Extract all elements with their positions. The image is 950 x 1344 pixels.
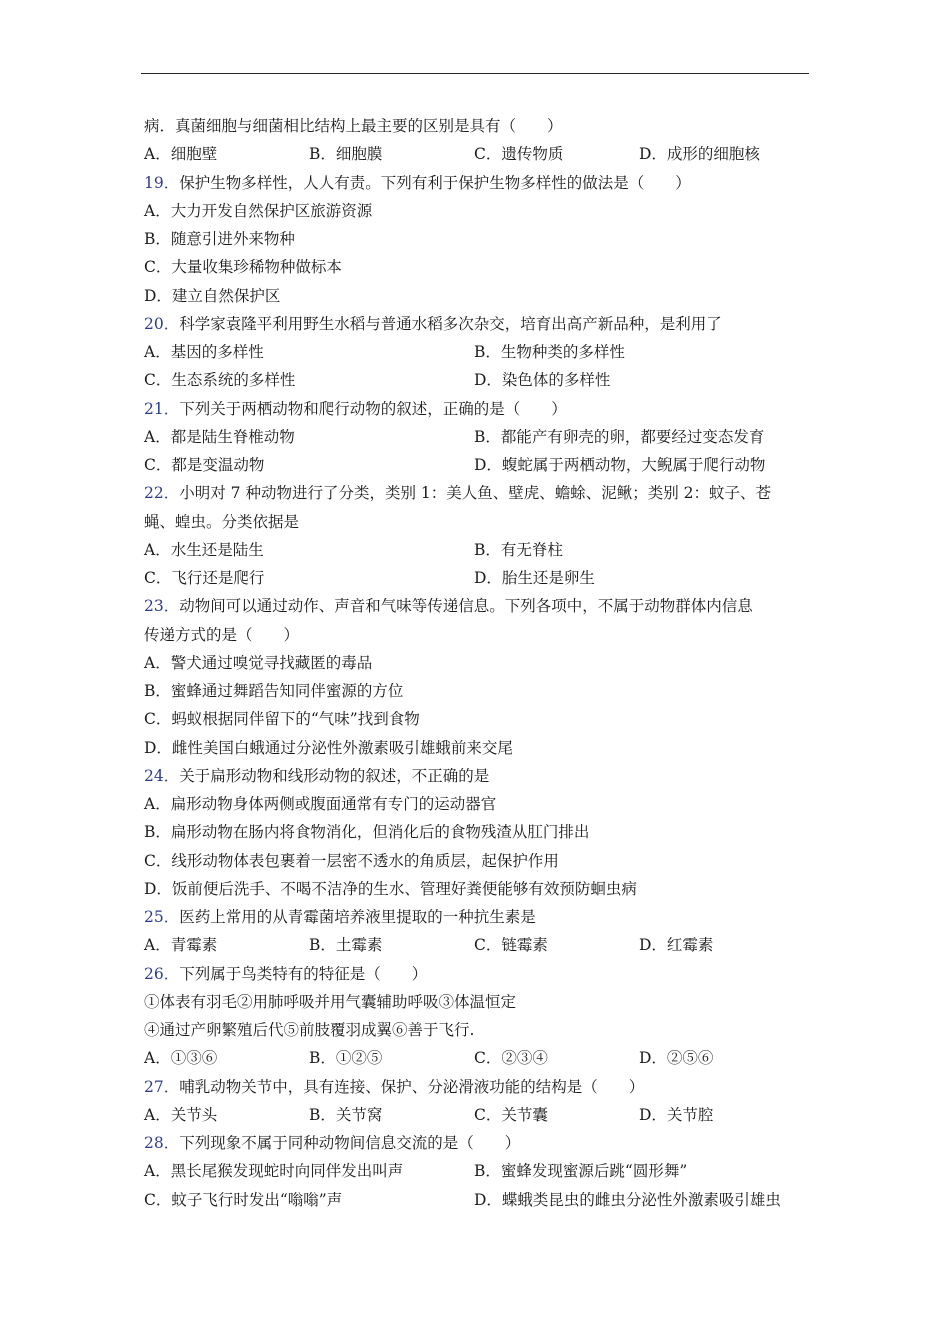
option-c: C．都是变温动物 (144, 456, 265, 474)
options-row (144, 1157, 808, 1185)
option-a: A．大力开发自然保护区旅游资源 (144, 201, 373, 220)
options-row (144, 451, 808, 479)
options-row (144, 705, 808, 733)
question-text: ④通过产卵繁殖后代⑤前肢覆羽成翼⑥善于飞行. (144, 1021, 475, 1039)
question-text: 关于扁形动物和线形动物的叙述，不正确的是 (179, 766, 490, 785)
options-row (144, 1044, 808, 1072)
question-stem (144, 960, 808, 988)
question-number: 26． (144, 964, 180, 983)
options-row (144, 253, 808, 281)
question-6 (144, 592, 808, 762)
option-d: D．染色体的多样性 (474, 371, 611, 390)
option-a: A．黑长尾猴发现蛇时向同伴发出叫声 (144, 1162, 404, 1181)
option-b: B．蜜蜂通过舞蹈告知同伴蜜源的方位 (144, 682, 404, 700)
question-7 (144, 762, 808, 903)
options-row (144, 140, 808, 168)
option-a: A．扁形动物身体两侧或腹面通常有专门的运动器官 (144, 795, 497, 813)
question-9 (144, 960, 808, 1073)
option-a: A．①③⑥ (144, 1049, 218, 1068)
options-row (144, 282, 808, 310)
options-row (144, 734, 808, 762)
question-stem (144, 479, 808, 507)
question-text: 病．真菌细胞与细菌相比结构上最主要的区别是具有（ ） (144, 117, 563, 135)
option-b: B．扁形动物在肠内将食物消化，但消化后的食物残渣从肛门排出 (144, 823, 590, 842)
question-stem-continued (144, 1016, 808, 1044)
question-stem (144, 1073, 808, 1101)
option-c: C．关节囊 (474, 1105, 548, 1124)
question-number: 27． (144, 1077, 180, 1096)
option-d: D．红霉素 (639, 936, 714, 955)
question-number: 19． (144, 173, 180, 192)
options-row (144, 225, 808, 253)
question-number: 21． (144, 399, 180, 418)
options-row (144, 366, 808, 394)
option-d: D．蝮蛇属于两栖动物，大鲵属于爬行动物 (474, 456, 766, 474)
option-b: B．关节窝 (309, 1105, 383, 1124)
question-text: 传递方式的是（ ） (144, 625, 300, 644)
option-d: D．②⑤⑥ (639, 1049, 714, 1068)
question-10 (144, 1073, 808, 1130)
question-text: 蝇、蝗虫。分类依据是 (144, 512, 300, 531)
options-row (144, 564, 808, 592)
option-d: D．关节腔 (639, 1105, 714, 1124)
question-stem (144, 762, 808, 790)
options-row (144, 536, 808, 564)
option-c: C．生态系统的多样性 (144, 371, 296, 390)
option-d: D．蝶蛾类昆虫的雌虫分泌性外激素吸引雄虫 (474, 1190, 781, 1209)
option-c: C．②③④ (474, 1049, 548, 1068)
question-text: 哺乳动物关节中，具有连接、保护、分泌滑液功能的结构是（ ） (179, 1077, 645, 1096)
options-row (144, 847, 808, 875)
option-a: A．细胞壁 (144, 145, 218, 164)
question-stem (144, 395, 808, 423)
question-number: 20． (144, 314, 180, 333)
option-b: B．随意引进外来物种 (144, 230, 295, 248)
question-text: 动物间可以通过动作、声音和气味等传递信息。下列各项中，不属于动物群体内信息 (179, 597, 753, 616)
options-row (144, 790, 808, 818)
question-number: 28． (144, 1134, 180, 1152)
options-row (144, 931, 808, 959)
option-b: B．细胞膜 (309, 145, 383, 164)
question-list (144, 112, 808, 1214)
options-row (144, 338, 808, 366)
question-2 (144, 169, 808, 310)
question-text: 保护生物多样性，人人有责。下列有利于保护生物多样性的做法是（ ） (179, 173, 691, 192)
option-d: D．成形的细胞核 (639, 145, 760, 164)
question-11 (144, 1129, 808, 1214)
option-a: A．基因的多样性 (144, 343, 264, 361)
option-d: D．雌性美国白蛾通过分泌性外激素吸引雄蛾前来交尾 (144, 738, 513, 757)
question-number: 24． (144, 766, 180, 785)
question-text: 下列关于两栖动物和爬行动物的叙述，正确的是（ ） (179, 399, 567, 418)
option-c: C．大量收集珍稀物种做标本 (144, 258, 342, 277)
question-stem-continued (144, 508, 808, 536)
option-d: D．胎生还是卵生 (474, 569, 595, 587)
question-text: 下列现象不属于同种动物间信息交流的是（ ） (179, 1134, 521, 1152)
question-3 (144, 310, 808, 395)
question-8 (144, 903, 808, 960)
question-stem (144, 310, 808, 338)
option-b: B．都能产有卵壳的卵，都要经过变态发育 (474, 427, 765, 446)
option-a: A．青霉素 (144, 936, 218, 955)
option-b: B．蜜蜂发现蜜源后跳“圆形舞” (474, 1162, 688, 1181)
option-c: C．蚊子飞行时发出“嗡嗡”声 (144, 1190, 343, 1209)
options-row (144, 649, 808, 677)
option-d: D．建立自然保护区 (144, 286, 281, 305)
question-stem (144, 169, 808, 197)
option-a: A．都是陆生脊椎动物 (144, 427, 295, 446)
options-row (144, 875, 808, 903)
question-stem (144, 592, 808, 620)
option-c: C．链霉素 (474, 936, 548, 955)
options-row (144, 818, 808, 846)
option-c: C．飞行还是爬行 (144, 569, 265, 587)
question-number: 23． (144, 597, 180, 616)
options-row (144, 197, 808, 225)
question-text: 下列属于鸟类特有的特征是（ ） (179, 964, 428, 983)
question-stem (144, 1129, 808, 1157)
options-row (144, 1101, 808, 1129)
option-c: C．线形动物体表包裹着一层密不透水的角质层，起保护作用 (144, 851, 559, 870)
question-text: 医药上常用的从青霉菌培养液里提取的一种抗生素是 (179, 908, 536, 926)
options-row (144, 423, 808, 451)
question-stem-continued (144, 988, 808, 1016)
question-stem (144, 112, 808, 140)
question-text: ①体表有羽毛②用肺呼吸并用气囊辅助呼吸③体温恒定 (144, 992, 517, 1011)
option-a: A．水生还是陆生 (144, 540, 264, 559)
options-row (144, 677, 808, 705)
option-b: B．①②⑤ (309, 1049, 383, 1068)
option-b: B．生物种类的多样性 (474, 343, 625, 361)
options-row (144, 1186, 808, 1214)
question-text: 小明对 7 种动物进行了分类，类别 1：美人鱼、壁虎、蟾蜍、泥鳅；类别 2：蚊子、苍 (179, 484, 772, 503)
option-d: D．饭前便后洗手、不喝不洁净的生水、管理好粪便能够有效预防蛔虫病 (144, 879, 637, 898)
question-number: 25． (144, 908, 180, 926)
option-a: A．警犬通过嗅觉寻找藏匿的毒品 (144, 653, 373, 672)
option-b: B．有无脊柱 (474, 540, 563, 559)
option-b: B．土霉素 (309, 936, 383, 955)
question-5 (144, 479, 808, 592)
question-4 (144, 395, 808, 480)
header-rule (141, 73, 809, 74)
question-text: 科学家袁隆平利用野生水稻与普通水稻多次杂交，培育出高产新品种，是利用了 (179, 314, 722, 333)
question-stem (144, 903, 808, 931)
question-stem-continued (144, 621, 808, 649)
option-c: C．蚂蚁根据同伴留下的“气味”找到食物 (144, 710, 420, 729)
option-c: C．遗传物质 (474, 145, 564, 164)
option-a: A．关节头 (144, 1105, 218, 1124)
question-number: 22． (144, 484, 180, 503)
question-1 (144, 112, 808, 169)
